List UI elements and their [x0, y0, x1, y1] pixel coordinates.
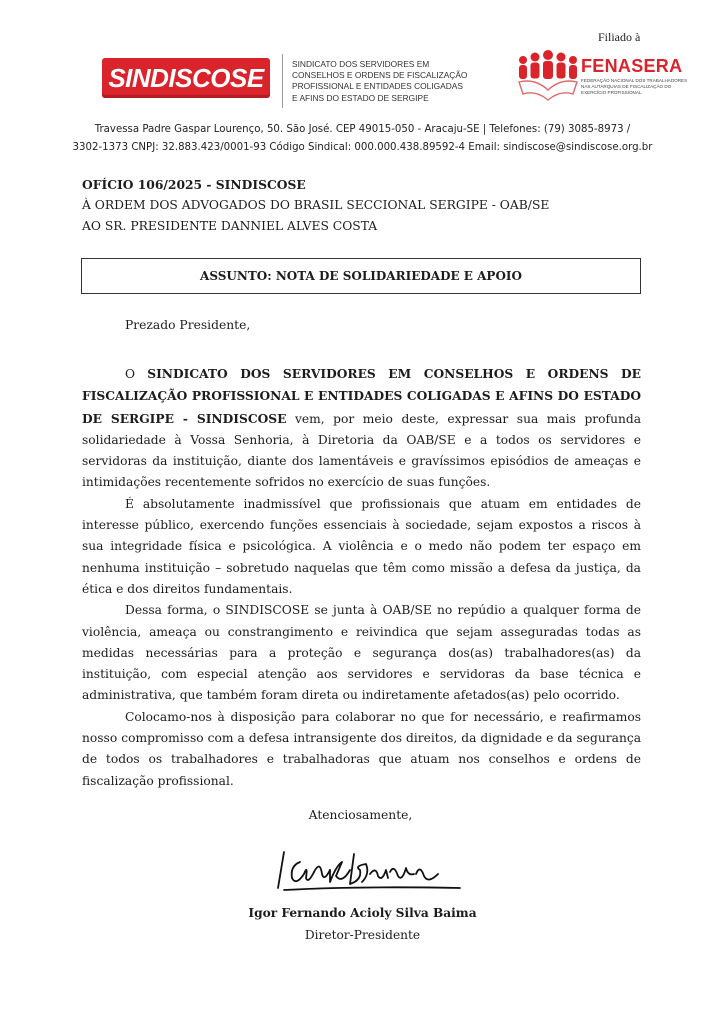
paragraph-text: O — [125, 367, 148, 381]
recipient-block — [82, 174, 549, 237]
paragraph-text: vem, por meio deste, expressar sua mais profunda solidariedade à Vossa Senhoria, à Diretoria da OAB/SE e a todos os servidores e servidoras da instituição, diante dos lamentáveis e gravíssimos episódios de ameaças e intimidações recentemente sofridos no exercício de suas funções. — [82, 411, 641, 490]
address-block — [70, 121, 655, 157]
closing — [0, 808, 725, 822]
sindiscose-logo-text: SINDISCOSE — [108, 63, 264, 93]
sindicato-description — [292, 59, 467, 104]
fenasera-name: FENASERA — [581, 56, 683, 76]
signer-name: Igor Fernando Acioly Silva Baima — [248, 906, 477, 920]
closing-text: Atenciosamente, — [308, 808, 413, 822]
paragraph: Dessa forma, o SINDISCOSE se junta à OAB/SE no repúdio a qualquer forma de violência, ameaça ou constrangimento e reivindica que sejam asseguradas todas as medidas necessárias para a proteção e segurança dos(as) trabalhadores(as) da instituição, com especial atenção aos servidores e servidoras da base técnica e administrativa, que também foram direta ou indiretamente afetados(as) pelo ocorrido. — [82, 603, 641, 703]
letter-body — [82, 363, 641, 792]
recipient-line: À ORDEM DOS ADVOGADOS DO BRASIL SECCIONAL SERGIPE - OAB/SE — [82, 198, 550, 212]
address-line: Travessa Padre Gaspar Lourenço, 50. São José. CEP 49015-050 - Aracaju-SE | Telefones: (79) 3085-8973 / — [94, 124, 631, 135]
fenasera-people-icon — [515, 50, 581, 102]
logo-divider — [282, 54, 283, 108]
address-line: 3302-1373 CNPJ: 32.883.423/0001-93 Código Sindical: 000.000.438.89592-4 Email: sindiscose@sindiscose.org.br — [72, 142, 653, 153]
oficio-number: OFÍCIO 106/2025 - SINDISCOSE — [82, 177, 306, 192]
sindicato-description-line: SINDICATO DOS SERVIDORES EM — [292, 59, 430, 69]
affiliation-label: Filiado à — [598, 30, 641, 44]
paragraph: É absolutamente inadmissível que profissionais que atuam em entidades de interesse público, exercendo funções essenciais à sociedade, sejam expostos a riscos à sua integridade física e psicológica. A violência e o medo não podem ter espaço em nenhuma instituição – sobretudo naquelas que têm como missão a defesa da justiça, da ética e dos direitos fundamentais. — [82, 496, 641, 596]
paragraph: Colocamo-nos à disposição para colaborar no que for necessário, e reafirmamos nosso compromisso com a defesa intransigente dos direitos, da dignidade e da segurança de todos os trabalhadores e trabalhadoras que atuam nos conselhos e ordens de fiscalização profissional. — [82, 709, 641, 788]
sindicato-description-line: PROFISSIONAL E ENTIDADES COLIGADAS — [292, 81, 463, 92]
paragraph — [82, 363, 641, 494]
fenasera-description: FEDERAÇÃO NACIONAL DOS TRABALHADORES NAS AUTARQUIAS DE FISCALIZAÇÃO DO EXERCÍCIO PROFISSIONAL — [581, 78, 688, 95]
sindicato-description-line: E AFINS DO ESTADO DE SERGIPE — [292, 92, 429, 103]
salutation: Prezado Presidente, — [125, 318, 251, 332]
paragraph-bold-text: SINDICATO DOS SERVIDORES EM CONSELHOS E ORDENS DE FISCALIZAÇÃO PROFISSIONAL E ENTIDADES COLIGADAS E AFINS DO ESTADO DE SERGIPE - SINDISCOSE — [82, 366, 642, 426]
handwritten-signature — [270, 844, 470, 900]
signer-role: Diretor-Presidente — [304, 928, 421, 942]
subject-text: ASSUNTO: NOTA DE SOLIDARIEDADE E APOIO — [200, 269, 522, 283]
sindicato-description-line: CONSELHOS E ORDENS DE FISCALIZAÇÃO — [292, 70, 468, 81]
recipient-line: AO SR. PRESIDENTE DANNIEL ALVES COSTA — [82, 219, 378, 233]
